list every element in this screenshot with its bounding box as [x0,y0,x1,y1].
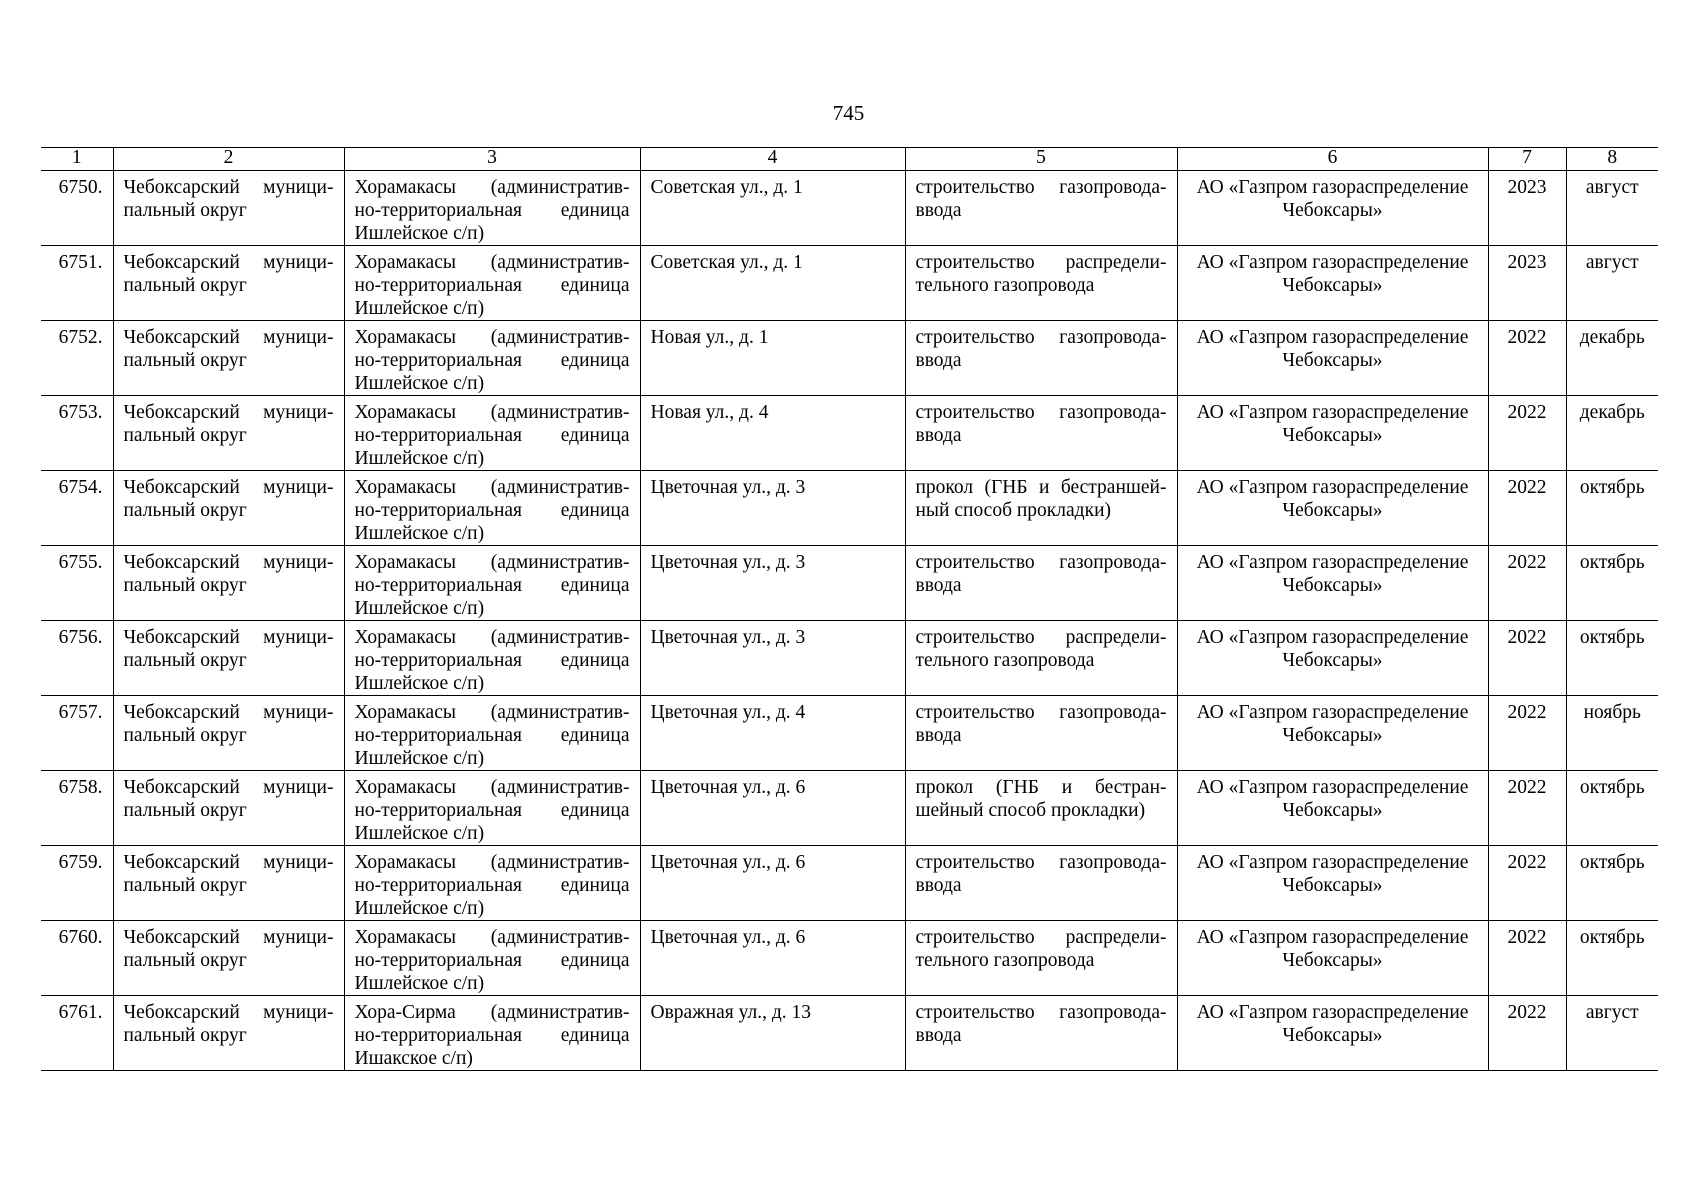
work-type-cell [905,621,1177,696]
cell-line: пальный округ [123,425,247,446]
cell-line: Ишакское с/п) [354,1048,473,1069]
cell-line: но-территориальная единица [354,500,630,521]
cell-line: АО «Газпром газораспределение [1196,252,1469,273]
row-number-cell: 6751. [41,246,113,321]
cell-line: Ишлейское с/п) [354,373,485,394]
settlement-cell [344,696,640,771]
cell-line: ввода [915,575,962,596]
cell-line: Чебоксарский муници- [123,402,334,423]
cell-line: пальный округ [123,650,247,671]
cell-line: Хорамакасы (административ- [354,627,630,648]
work-type-cell [905,246,1177,321]
district-cell [113,471,344,546]
cell-line: шейный способ прокладки) [915,800,1146,821]
cell-line: тельного газопровода [915,650,1095,671]
district-cell [113,246,344,321]
cell-line: ввода [915,875,962,896]
cell-line: ввода [915,425,962,446]
organization-cell [1177,771,1488,846]
table-row [41,996,1658,1071]
cell-line: Чебоксары» [1282,875,1383,896]
cell-line: Хорамакасы (административ- [354,702,630,723]
district-cell [113,696,344,771]
table-row [41,396,1658,471]
cell-line: АО «Газпром газораспределение [1196,327,1469,348]
settlement-cell [344,546,640,621]
cell-line: Хорамакасы (административ- [354,777,630,798]
cell-line: АО «Газпром газораспределение [1196,402,1469,423]
cell-line: Чебоксарский муници- [123,552,334,573]
cell-line: Чебоксарский муници- [123,1002,334,1023]
district-cell [113,846,344,921]
cell-line: пальный округ [123,275,247,296]
row-number-cell: 6754. [41,471,113,546]
settlement-cell [344,996,640,1071]
work-type-cell [905,396,1177,471]
cell-line: но-территориальная единица [354,1025,630,1046]
cell-line: строительство газопровода- [915,852,1167,873]
cell-line: Чебоксарский муници- [123,252,334,273]
organization-cell [1177,621,1488,696]
cell-line: строительство распредели- [915,627,1167,648]
cell-line: ный способ прокладки) [915,500,1111,521]
cell-line: но-территориальная единица [354,575,630,596]
cell-line: но-территориальная единица [354,275,630,296]
cell-line: Ишлейское с/п) [354,598,485,619]
year-cell: 2022 [1488,771,1566,846]
settlement-cell [344,771,640,846]
cell-line: Ишлейское с/п) [354,748,485,769]
month-cell: декабрь [1566,321,1658,396]
year-cell: 2022 [1488,471,1566,546]
year-cell: 2022 [1488,921,1566,996]
cell-line: Чебоксары» [1282,725,1383,746]
table-row [41,771,1658,846]
district-cell [113,171,344,246]
column-header: 3 [344,148,640,171]
cell-line: строительство газопровода- [915,177,1167,198]
month-cell: октябрь [1566,471,1658,546]
cell-line: Чебоксары» [1282,950,1383,971]
cell-line: АО «Газпром газораспределение [1196,1002,1469,1023]
table-row [41,171,1658,246]
cell-line: прокол (ГНБ и бестраншей- [915,477,1167,498]
data-table [41,147,1658,1071]
month-cell: ноябрь [1566,696,1658,771]
column-header: 1 [41,148,113,171]
table-body [41,171,1658,1071]
cell-line: пальный округ [123,1025,247,1046]
district-cell [113,621,344,696]
cell-line: но-территориальная единица [354,200,630,221]
cell-line: строительство распредели- [915,252,1167,273]
cell-line: тельного газопровода [915,275,1095,296]
cell-line: АО «Газпром газораспределение [1196,477,1469,498]
year-cell: 2022 [1488,621,1566,696]
organization-cell [1177,696,1488,771]
cell-line: Хорамакасы (административ- [354,252,630,273]
column-header: 8 [1566,148,1658,171]
year-cell: 2022 [1488,846,1566,921]
table-row [41,321,1658,396]
cell-line: Ишлейское с/п) [354,223,485,244]
row-number-cell: 6755. [41,546,113,621]
cell-line: Хорамакасы (административ- [354,177,630,198]
settlement-cell [344,321,640,396]
organization-cell [1177,471,1488,546]
cell-line: строительство распредели- [915,927,1167,948]
cell-line: Хора-Сирма (административ- [354,1002,630,1023]
table-row [41,621,1658,696]
cell-line: строительство газопровода- [915,402,1167,423]
settlement-cell [344,246,640,321]
organization-cell [1177,246,1488,321]
cell-line: Ишлейское с/п) [354,898,485,919]
cell-line: строительство газопровода- [915,327,1167,348]
cell-line: Чебоксары» [1282,575,1383,596]
work-type-cell [905,171,1177,246]
address-cell: Цветочная ул., д. 6 [640,846,905,921]
cell-line: Ишлейское с/п) [354,448,485,469]
cell-line: ввода [915,725,962,746]
organization-cell [1177,171,1488,246]
month-cell: декабрь [1566,396,1658,471]
year-cell: 2022 [1488,996,1566,1071]
table-row [41,921,1658,996]
cell-line: АО «Газпром газораспределение [1196,777,1469,798]
table-header-row [41,148,1658,171]
cell-line: Чебоксарский муници- [123,477,334,498]
cell-line: АО «Газпром газораспределение [1196,552,1469,573]
cell-line: АО «Газпром газораспределение [1196,852,1469,873]
work-type-cell [905,846,1177,921]
settlement-cell [344,921,640,996]
row-number-cell: 6756. [41,621,113,696]
cell-line: Чебоксарский муници- [123,852,334,873]
table-row [41,246,1658,321]
address-cell: Цветочная ул., д. 3 [640,621,905,696]
table-row [41,846,1658,921]
cell-line: строительство газопровода- [915,1002,1167,1023]
district-cell [113,771,344,846]
cell-line: ввода [915,1025,962,1046]
work-type-cell [905,696,1177,771]
address-cell: Цветочная ул., д. 4 [640,696,905,771]
cell-line: АО «Газпром газораспределение [1196,177,1469,198]
cell-line: пальный округ [123,725,247,746]
work-type-cell [905,471,1177,546]
cell-line: пальный округ [123,575,247,596]
cell-line: Ишлейское с/п) [354,673,485,694]
cell-line: но-территориальная единица [354,950,630,971]
table-row [41,471,1658,546]
settlement-cell [344,621,640,696]
cell-line: но-территориальная единица [354,425,630,446]
cell-line: прокол (ГНБ и бестран- [915,777,1167,798]
organization-cell [1177,321,1488,396]
cell-line: Хорамакасы (административ- [354,927,630,948]
month-cell: октябрь [1566,621,1658,696]
cell-line: строительство газопровода- [915,552,1167,573]
settlement-cell [344,471,640,546]
row-number-cell: 6757. [41,696,113,771]
address-cell: Советская ул., д. 1 [640,171,905,246]
address-cell: Цветочная ул., д. 6 [640,921,905,996]
month-cell: октябрь [1566,771,1658,846]
year-cell: 2022 [1488,321,1566,396]
cell-line: Хорамакасы (административ- [354,327,630,348]
month-cell: октябрь [1566,846,1658,921]
cell-line: но-территориальная единица [354,650,630,671]
address-cell: Цветочная ул., д. 6 [640,771,905,846]
cell-line: Ишлейское с/п) [354,523,485,544]
column-header: 4 [640,148,905,171]
district-cell [113,921,344,996]
cell-line: пальный округ [123,200,247,221]
column-header: 6 [1177,148,1488,171]
cell-line: пальный округ [123,950,247,971]
cell-line: Хорамакасы (административ- [354,552,630,573]
month-cell: август [1566,996,1658,1071]
row-number-cell: 6750. [41,171,113,246]
work-type-cell [905,996,1177,1071]
cell-line: пальный округ [123,350,247,371]
year-cell: 2023 [1488,171,1566,246]
organization-cell [1177,921,1488,996]
district-cell [113,396,344,471]
page-number: 745 [832,101,865,125]
organization-cell [1177,396,1488,471]
cell-line: ввода [915,350,962,371]
address-cell: Цветочная ул., д. 3 [640,546,905,621]
cell-line: Хорамакасы (административ- [354,852,630,873]
address-cell: Новая ул., д. 1 [640,321,905,396]
cell-line: ввода [915,200,962,221]
organization-cell [1177,996,1488,1071]
month-cell: август [1566,171,1658,246]
cell-line: Ишлейское с/п) [354,823,485,844]
cell-line: Чебоксары» [1282,200,1383,221]
address-cell: Советская ул., д. 1 [640,246,905,321]
cell-line: АО «Газпром газораспределение [1196,702,1469,723]
cell-line: Чебоксары» [1282,650,1383,671]
address-cell: Цветочная ул., д. 3 [640,471,905,546]
table-row [41,696,1658,771]
row-number-cell: 6753. [41,396,113,471]
cell-line: Чебоксары» [1282,500,1383,521]
cell-line: Чебоксары» [1282,425,1383,446]
year-cell: 2022 [1488,546,1566,621]
table-row [41,546,1658,621]
row-number-cell: 6761. [41,996,113,1071]
organization-cell [1177,546,1488,621]
cell-line: пальный округ [123,800,247,821]
cell-line: Чебоксарский муници- [123,627,334,648]
work-type-cell [905,771,1177,846]
column-header: 5 [905,148,1177,171]
month-cell: октябрь [1566,546,1658,621]
settlement-cell [344,171,640,246]
cell-line: пальный округ [123,500,247,521]
cell-line: Чебоксарский муници- [123,327,334,348]
cell-line: пальный округ [123,875,247,896]
address-cell: Овражная ул., д. 13 [640,996,905,1071]
cell-line: Чебоксарский муници- [123,702,334,723]
row-number-cell: 6759. [41,846,113,921]
district-cell [113,996,344,1071]
settlement-cell [344,396,640,471]
cell-line: Чебоксары» [1282,275,1383,296]
row-number-cell: 6760. [41,921,113,996]
work-type-cell [905,321,1177,396]
cell-line: но-территориальная единица [354,800,630,821]
year-cell: 2022 [1488,396,1566,471]
work-type-cell [905,546,1177,621]
cell-line: АО «Газпром газораспределение [1196,927,1469,948]
cell-line: Ишлейское с/п) [354,298,485,319]
cell-line: Хорамакасы (административ- [354,477,630,498]
cell-line: но-территориальная единица [354,350,630,371]
address-cell: Новая ул., д. 4 [640,396,905,471]
row-number-cell: 6752. [41,321,113,396]
cell-line: но-территориальная единица [354,875,630,896]
district-cell [113,321,344,396]
month-cell: октябрь [1566,921,1658,996]
cell-line: тельного газопровода [915,950,1095,971]
organization-cell [1177,846,1488,921]
cell-line: Чебоксарский муници- [123,927,334,948]
cell-line: Чебоксарский муници- [123,777,334,798]
cell-line: АО «Газпром газораспределение [1196,627,1469,648]
row-number-cell: 6758. [41,771,113,846]
district-cell [113,546,344,621]
settlement-cell [344,846,640,921]
work-type-cell [905,921,1177,996]
column-header: 7 [1488,148,1566,171]
year-cell: 2022 [1488,696,1566,771]
cell-line: Чебоксарский муници- [123,177,334,198]
year-cell: 2023 [1488,246,1566,321]
column-header: 2 [113,148,344,171]
cell-line: Чебоксары» [1282,1025,1383,1046]
month-cell: август [1566,246,1658,321]
cell-line: Чебоксары» [1282,800,1383,821]
cell-line: Хорамакасы (административ- [354,402,630,423]
cell-line: Ишлейское с/п) [354,973,485,994]
cell-line: Чебоксары» [1282,350,1383,371]
cell-line: но-территориальная единица [354,725,630,746]
cell-line: строительство газопровода- [915,702,1167,723]
